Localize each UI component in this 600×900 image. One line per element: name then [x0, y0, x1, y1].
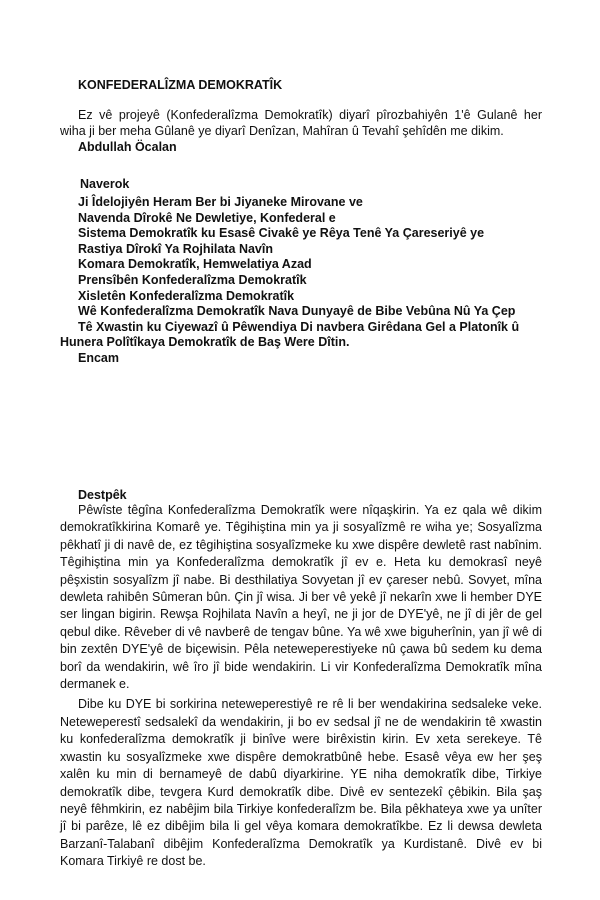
toc-item: Ji Îdelojiyên Heram Ber bi Jiyaneke Mirovane ve	[78, 195, 363, 210]
dedication-paragraph: Ez vê projeyê (Konfederalîzma Demokratîk) diyarî pîrozbahiyên 1'ê Gulanê her wiha ji ber meha Gûlanê ye diyarî Denîzan, Mahîran û Tevahî şehîdên me dikim.	[60, 108, 542, 138]
section-body	[60, 502, 542, 874]
toc-item: Tê Xwastin ku Ciyewazî û Pêwendiya Di navbera Girêdana Gel a Platonîk û Hunera Polîtîkaya Demokratîk de Baş Were Dîtin.	[60, 319, 520, 350]
section-heading: Destpêk	[78, 488, 127, 502]
document-title: KONFEDERALÎZMA DEMOKRATÎK	[78, 78, 283, 92]
toc-heading: Naverok	[80, 177, 130, 191]
body-paragraph: Pêwîste têgîna Konfederalîzma Demokratîk were nîqaşkirin. Ya ez qala wê dikim demokratîkkirina Komarê ye. Têgihiştina min ya ji sosyalîzmê re wiha ye; Sosyalîzma pêkhatî ji di navê de, ez têgihiştina sosyalîzmeke ku xwe dispêre dewletê rast nabînim. Têgihiştina min ya Konfederalîzma demokratîk jî ev e. Heta ku demokrasî neyê pêşxistin sosyalîzm jî nabe. Bi desthilatiya Sovyetan jî ev çareser nebû. Sovyet, mîna dewleta rahibên Sûmeran bûn. Çin jî wisa. Ji ber vê yekê jî nekarîn xwe li hember DYE ser lingan bigirin. Rewşa Rojhilata Navîn a heyî, ne ji jor de DYE'yê, ne jî di jêr de gel qebul dike. Rêveber di vê navberê de tengav bûne. Ya wê xwe biguherînin, yan jî wê di bin zextên DYE'yê de biçewisin. Pêla neteweperestiyeke nû çawa bû sedem ku dema borî da wendakirin, wê îro jî bide wendakirin. Li vir Konfederalîzma Demokratîk mîna dermanek e.	[60, 503, 542, 692]
toc-item: Sistema Demokratîk ku Esasê Civakê ye Rêya Tenê Ya Çareseriyê ye	[78, 226, 485, 241]
table-of-contents	[60, 177, 542, 367]
toc-item: Navenda Dîrokê Ne Dewletiye, Konfederal e	[78, 210, 336, 225]
toc-item-conclusion: Encam	[78, 351, 119, 366]
toc-item: Rastiya Dîrokî Ya Rojhilata Navîn	[78, 241, 273, 256]
toc-item: Wê Konfederalîzma Demokratîk Nava Dunyayê de Bibe Vebûna Nû Ya Çep	[78, 304, 516, 319]
toc-item: Prensîbên Konfederalîzma Demokratîk	[78, 273, 307, 288]
body-paragraph: Dibe ku DYE bi sorkirina neteweperestiyê re rê li ber wendakirina sedsaleke veke. Neteweperestî sedsalekî da wendakirin, ji bo ev sedsal jî ne de wendakirin tê xwastin ku konfederalîzma demokratîk ji binîve were birêxistin kirin. Ev xeta serekeye. Tê xwastin ku sosyalîzmeke xwe dispêre demokratbûnê hebe. Esasê vêya ew her şeş xalên ku min di bernameyê de dabû diyarkirine. YE niha demokratîk dibe, Tirkiye demokratîk dibe, tevgera Kurd demokratîk dibe. Divê ev sentezekî çêbikin. Bila şaş neyê fêhmkirin, ez nabêjim bila Tirkiye konfederalîzm be. Bila pêkhateya xwe ya unîter jî bi parêze, lê ez dibêjim bila li gel vêya komara demokratîkbe. Ez li dewsa dewleta Barzanî-Talabanî dibêjim Konfederalîzma Demokratîk ya Kurdistanê. Divê ev bi Komara Tirkiyê re dost be.	[60, 697, 542, 869]
toc-item: Xisletên Konfederalîzma Demokratîk	[78, 288, 295, 303]
author-name: Abdullah Öcalan	[78, 140, 177, 154]
toc-item: Komara Demokratîk, Hemwelatiya Azad	[78, 257, 312, 272]
